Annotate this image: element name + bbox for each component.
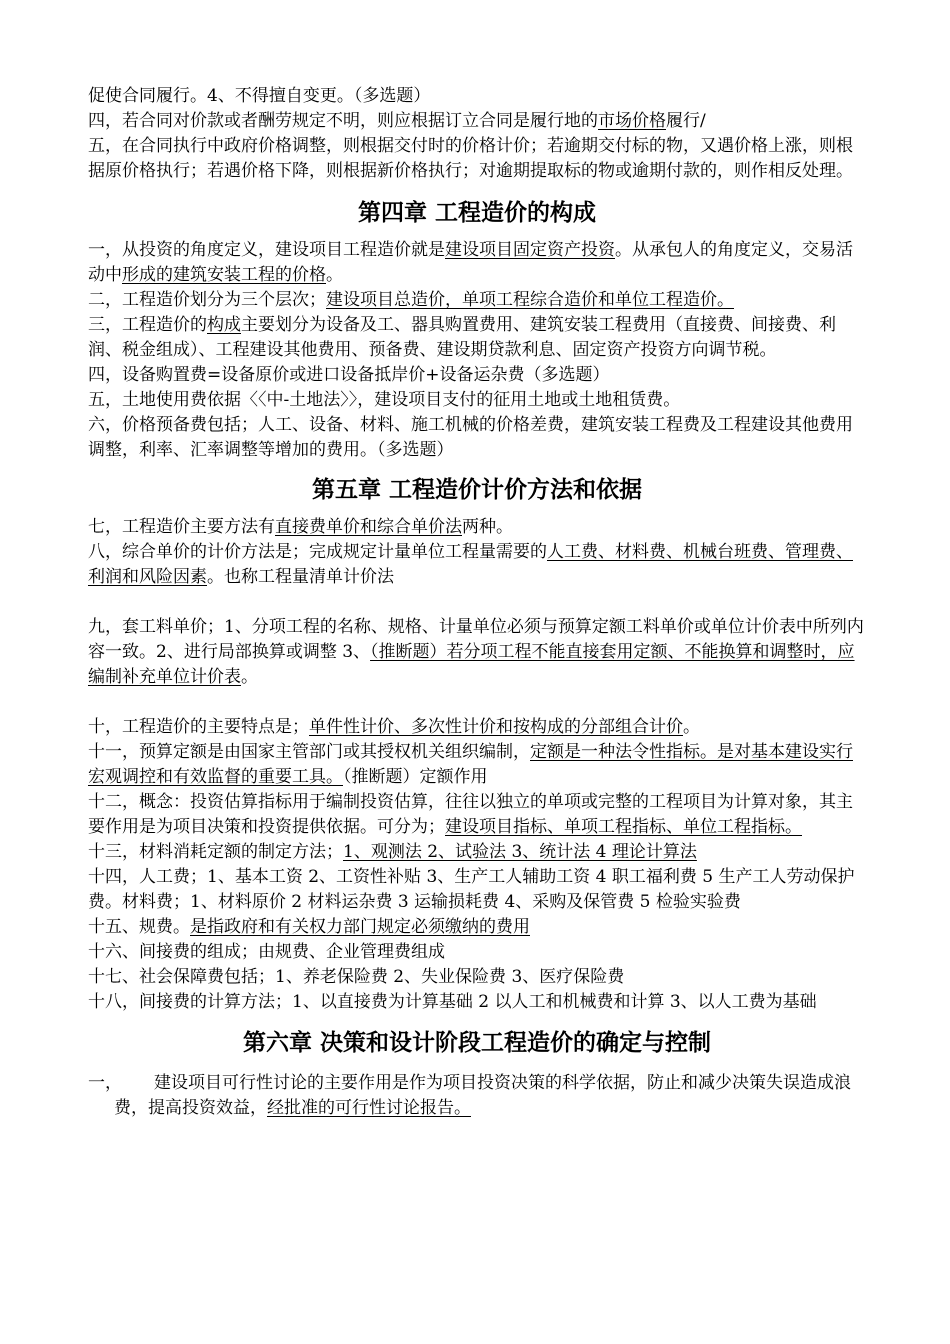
paragraph	[88, 740, 866, 790]
text: 履行/	[666, 111, 706, 131]
text: 十八，间接费的计算方法；1、以直接费为计算基础 2 以人工和机械费和计算 3、以人工费为基础	[88, 992, 817, 1012]
paragraph	[88, 615, 866, 690]
numbered-paragraph	[88, 1071, 866, 1121]
text: 八，综合单价的计价方法是；完成规定计量单位工程量需要的	[88, 542, 547, 562]
document-page	[88, 84, 866, 1121]
blank-line	[88, 590, 866, 615]
paragraph	[88, 388, 866, 413]
paragraph	[88, 238, 866, 288]
paragraph	[88, 413, 866, 463]
paragraph	[88, 288, 866, 313]
text: 十四，人工费；1、基本工资 2、工资性补贴 3、生产工人辅助工资 4 职工福利费 5 生产工人劳动保护费。材料费；1、材料原价 2 材料运杂费 3 运输损耗费 4、采购及保管费 5 检验实验费	[88, 867, 855, 912]
paragraph	[88, 540, 866, 590]
text: 两种。	[462, 517, 513, 537]
blank-line	[88, 690, 866, 715]
underlined-text: 1、观测法 2、试验法 3、统计法 4 理论计算法	[343, 842, 697, 862]
underlined-text: 直接费单价和综合单价法	[275, 517, 462, 537]
underlined-text: 形成的建筑安装工程的价格	[122, 265, 326, 285]
paragraph	[88, 515, 866, 540]
text: 五，土地使用费依据〈〈中-土地法〉〉，建设项目支付的征用土地或土地租赁费。	[88, 390, 681, 410]
text: 四，设备购置费=设备原价或进口设备抵岸价+设备运杂费（多选题）	[88, 365, 610, 385]
text: 十，工程造价的主要特点是；	[88, 717, 309, 737]
paragraph	[88, 715, 866, 740]
text: 。	[241, 667, 258, 687]
text: 十三，材料消耗定额的制定方法；	[88, 842, 343, 862]
text: 。从承包人的角度定义，交易活动中	[88, 240, 853, 285]
underlined-text: （推断题）若分项工程不能直接套用定额、不能换算和调整时，应编制补充单位计价表	[88, 642, 855, 687]
text: 促使合同履行。4、不得擅自变更。（多选题）	[88, 86, 431, 106]
paragraph	[88, 940, 866, 965]
text: 九，套工料单价；1、分项工程的名称、规格、计量单位必须与预算定额工料单价或单位计价表中所列内容一致。2、进行局部换算或调整 3、	[88, 617, 864, 662]
text: 一，从投资的角度定义，建设项目工程造价就是	[88, 240, 445, 260]
text: 十六、间接费的组成；由规费、企业管理费组成	[88, 942, 445, 962]
text: 三，工程造价的	[88, 315, 207, 335]
text: 六，价格预备费包括；人工、设备、材料、施工机械的价格差费，建筑安装工程费及工程建设其他费用调整，利率、汇率调整等增加的费用。（多选题）	[88, 415, 853, 460]
text: 建设项目可行性讨论的主要作用是作为项目投资决策的科学依据，防止和减少决策失误造成浪费，提高投资效益，	[114, 1073, 851, 1118]
underlined-text: 构成	[207, 315, 241, 335]
underlined-text: 定额是一种法令性指标。是对基本建设实行宏观调控和有效监督的重要工具。	[88, 742, 853, 787]
chapter-heading: 第五章 工程造价计价方法和依据	[311, 477, 642, 503]
item-number: 一，	[88, 1073, 122, 1093]
chapter-heading: 第六章 决策和设计阶段工程造价的确定与控制	[242, 1030, 711, 1056]
paragraph	[88, 363, 866, 388]
paragraph	[88, 790, 866, 840]
text: 十二，概念：投资估算指标用于编制投资估算，往往以独立的单项或完整的工程项目为计算对象，其主要作用是为项目决策和投资提供依据。可分为；	[88, 792, 853, 837]
paragraph	[88, 965, 866, 990]
text: 主要划分为设备及工、器具购置费用、建筑安装工程费用（直接费、间接费、利润、税金组成）、工程建设其他费用、预备费、建设期贷款利息、固定资产投资方向调节税。	[88, 315, 836, 360]
text: 十七、社会保障费包括；1、养老保险费 2、失业保险费 3、医疗保险费	[88, 967, 625, 987]
paragraph	[88, 134, 866, 184]
underlined-text: 单件性计价、多次性计价和按构成的分部组合计价	[309, 717, 683, 737]
underlined-text: 建设项目指标、单项工程指标、单位工程指标。	[445, 817, 802, 837]
paragraph	[88, 109, 866, 134]
chapter-heading: 第四章 工程造价的构成	[357, 200, 596, 226]
underlined-text: 是指政府和有关权力部门规定必须缴纳的费用	[190, 917, 530, 937]
underlined-text: 建设项目固定资产投资	[445, 240, 615, 260]
underlined-text: 人工费、材料费、机械台班费、管理费、利润和风险因素	[88, 542, 853, 587]
underlined-text: 市场价格	[598, 111, 666, 131]
text: 。也称工程量清单计价法	[207, 567, 394, 587]
paragraph	[88, 84, 866, 109]
text: （推断题）定额作用	[343, 767, 488, 787]
text: 十五、规费。	[88, 917, 190, 937]
text: 七，工程造价主要方法有	[88, 517, 275, 537]
text: 。	[683, 717, 700, 737]
paragraph	[88, 865, 866, 915]
text: 。	[326, 265, 343, 285]
text: 五，在合同执行中政府价格调整，则根据交付时的价格计价；若逾期交付标的物，又遇价格上涨，则根据原价格执行；若遇价格下降，则根据新价格执行；对逾期提取标的物或逾期付款的，则作相反处理。	[88, 136, 853, 181]
paragraph	[88, 990, 866, 1015]
text: 二，工程造价划分为三个层次；	[88, 290, 326, 310]
underlined-text: 建设项目总造价，单项工程综合造价和单位工程造价。	[326, 290, 734, 310]
paragraph	[88, 313, 866, 363]
paragraph	[88, 915, 866, 940]
text: 四，若合同对价款或者酬劳规定不明，则应根据订立合同是履行地的	[88, 111, 598, 131]
paragraph	[88, 840, 866, 865]
text: 十一，预算定额是由国家主管部门或其授权机关组织编制，	[88, 742, 530, 762]
underlined-text: 经批准的可行性讨论报告。	[267, 1098, 471, 1118]
